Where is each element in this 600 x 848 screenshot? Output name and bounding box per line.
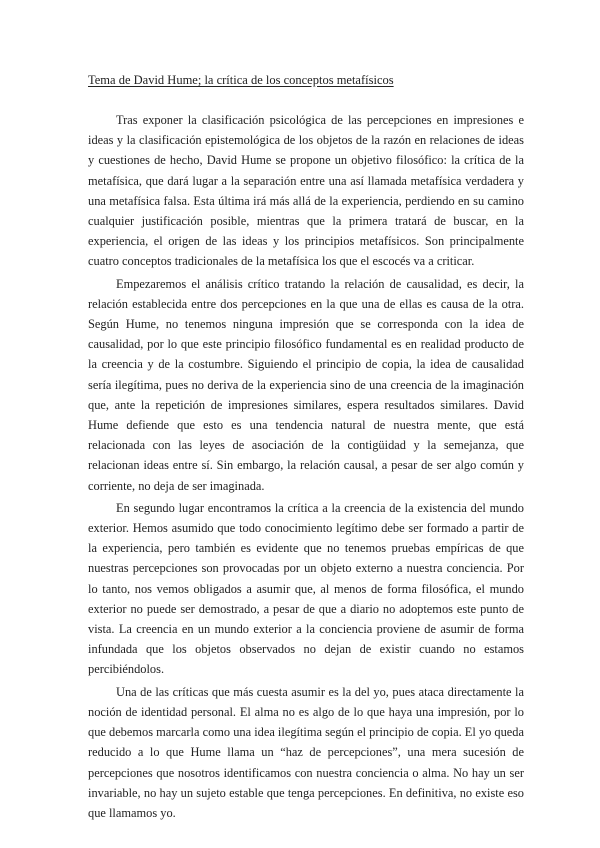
document-body — [88, 110, 524, 825]
paragraph-external-world: En segundo lugar encontramos la crítica a la creencia de la existencia del mundo exterior. Hemos asumido que todo conocimiento legítimo debe ser formado a partir de la experiencia, pero también es evidente que no tenemos pruebas empíricas de que nuestras percepciones son provocadas por un objeto externo a nuestra conciencia. Por lo tanto, nos vemos obligados a asumir que, al menos de forma filosófica, el mundo exterior no puede ser demostrado, a pesar de que a diario no adoptemos este punto de vista. La creencia en un mundo exterior a la conciencia proviene de asumir de forma infundada que los objetos observados no dejan de existir cuando no estamos percibiéndolos. — [88, 500, 524, 677]
paragraph-classification-metaphysics: Tras exponer la clasificación psicológica de las percepciones en impresiones e ideas y la clasificación epistemológica de los objetos de la razón en relaciones de ideas y cuestiones de hecho, David Hume se propone un objetivo filosófico: la crítica de la metafísica, que dará lugar a la separación entre una así llamada metafísica verdadera y una metafísica falsa. Esta última irá más allá de la experiencia, perdiendo en su camino cualquier justificación posible, mientras que la primera tratará de buscar, en la experiencia, el origen de las ideas y los principios metafísicos. Son principalmente cuatro conceptos tradicionales de la metafísica los que el escocés va a criticar. — [88, 113, 524, 269]
document-title: Tema de David Hume; la crítica de los conceptos metafísicos — [88, 73, 394, 87]
paragraph-causality: Empezaremos el análisis crítico tratando la relación de causalidad, es decir, la relación establecida entre dos percepciones en la que una de ellas es causa de la otra. Según Hume, no tenemos ninguna impresión que se corresponda con la idea de causalidad, por lo que este principio filosófico fundamental es en realidad producto de la creencia y de la costumbre. Siguiendo el principio de copia, la idea de causalidad sería ilegítima, pues no deriva de la experiencia sino de una creencia de la imaginación que, ante la repetición de impresiones similares, espera resultados similares. David Hume defiende que esto es una tendencia natural de nuestra mente, que está relacionada con las leyes de asociación de la contigüidad y la semejanza, que relacionan ideas entre sí. Sin embargo, la relación causal, a pesar de ser algo común y corriente, no deja de ser imaginada. — [88, 276, 524, 493]
paragraph-self: Una de las críticas que más cuesta asumir es la del yo, pues ataca directamente la noción de identidad personal. El alma no es algo de lo que haya una impresión, por lo que debemos marcarla como una idea ilegítima según el principio de copia. El yo queda reducido a lo que Hume llama un “haz de percepciones”, una mera sucesión de percepciones que nosotros identificamos con nuestra conciencia o alma. No hay un ser invariable, no hay un sujeto estable que tenga percepciones. En definitiva, no existe eso que llamamos yo. — [88, 684, 524, 820]
